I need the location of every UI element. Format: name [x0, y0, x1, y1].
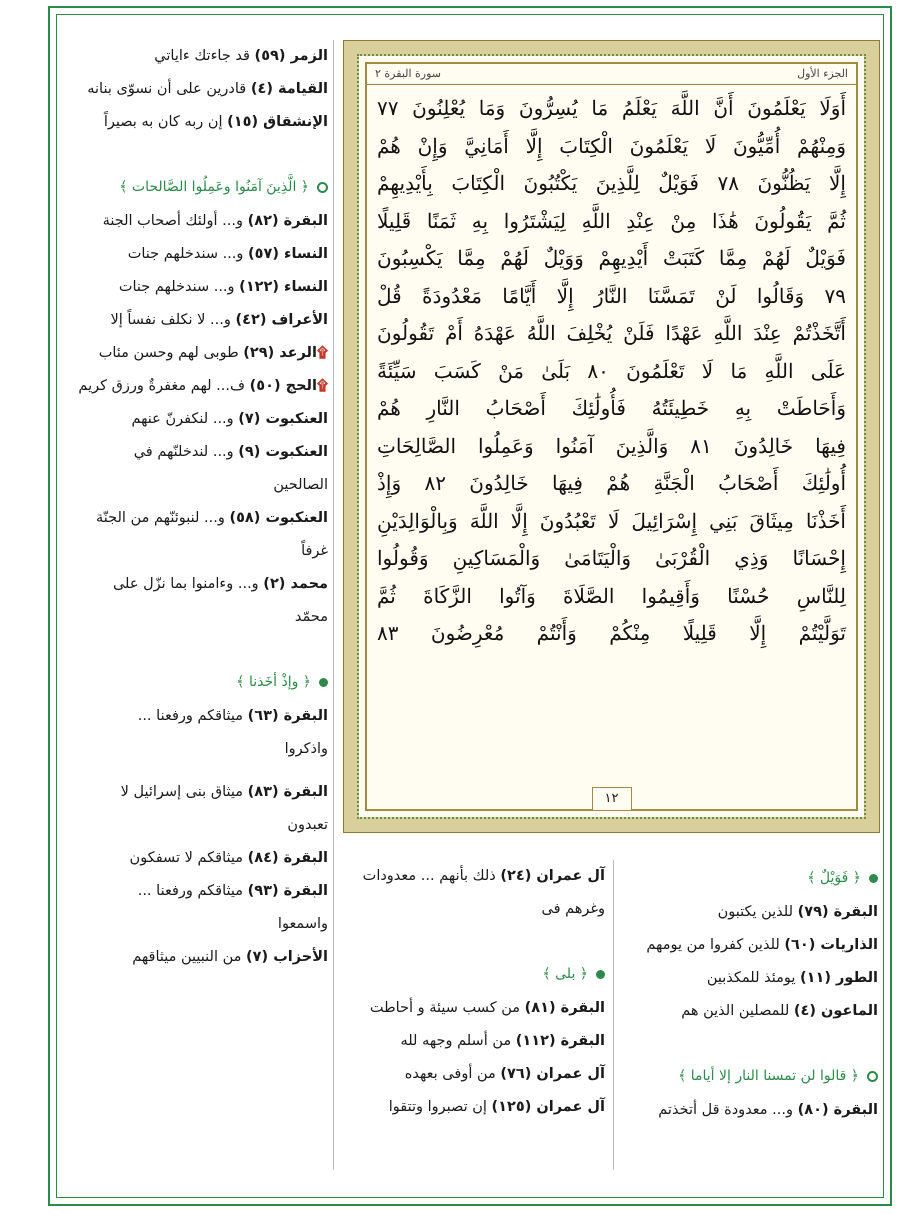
page-number: ١٢: [592, 787, 632, 811]
quran-line: فَوَيْلٌ لَهُمْ مِمَّا كَتَبَتْ أَيْدِيهِمْ وَوَيْلٌ لَهُمْ مِمَّا يَكْسِبُونَ: [377, 246, 846, 270]
ref-line: الماعون (٤) للمصلين الذين هم: [681, 1003, 878, 1019]
ref-line: محمد (٢) و... وءامنوا بما نزّل على: [112, 576, 328, 592]
bullet-icon: [317, 182, 328, 193]
ref-continuation: الصالحين: [273, 477, 328, 493]
bullet-icon: [869, 874, 878, 883]
quran-line: عَلَى اللَّهِ مَا لَا تَعْلَمُونَ ٨٠ بَلَىٰ مَنْ كَسَبَ سَيِّئَةً: [377, 358, 846, 383]
bullet-icon: [867, 1071, 878, 1082]
quran-line: إِلَّا يَظُنُّونَ ٧٨ فَوَيْلٌ لِلَّذِينَ يَكْتُبُونَ الْكِتَابَ بِأَيْدِيهِمْ: [377, 171, 846, 195]
mushaf-text-area: [365, 62, 858, 811]
ref-continuation: وغرهم فى: [541, 901, 605, 917]
ref-line: البقرة (٨٢) و... أولئك أصحاب الجنة: [102, 213, 328, 229]
section-heading: ﴿ فَوَيْلٌ ﴾: [620, 860, 878, 896]
section-heading: ﴿ قالوا لن تمسنا النار إلا أياما ﴾: [620, 1058, 878, 1094]
ref-line: العنكبوت (٧) و... لنكفرنّ عنهم: [131, 411, 328, 427]
ref-line: الذاريات (٦٠) للذين كفروا من يومهم: [646, 937, 878, 953]
ref-continuation: غرفاً: [301, 543, 328, 559]
bottom-right-column: [620, 860, 878, 1127]
ref-line: النساء (١٢٢) و... سندخلهم جنات: [118, 279, 328, 295]
ref-line: البقرة (٦٣) ميثاقكم ورفعنا ...: [137, 708, 328, 724]
ref-line: الأحزاب (٧) من النبيين ميثاقهم: [132, 949, 328, 965]
ref-line: البقرة (٨٤) ميثاقكم لا تسفكون: [129, 850, 328, 866]
ref-line: الأعراف (٤٢) و... لا نكلف نفساً إلا: [110, 312, 328, 328]
quran-line: فِيهَا خَالِدُونَ ٨١ وَالَّذِينَ آمَنُوا وَعَمِلُوا الصَّالِحَاتِ: [377, 433, 846, 458]
side-commentary: [60, 40, 328, 965]
ref-line: البقرة (٨٣) ميثاق بنى إسرائيل لا: [120, 784, 328, 800]
quran-line: أَتَّخَذْتُمْ عِنْدَ اللَّهِ عَهْدًا فَلَنْ يُخْلِفَ اللَّهُ عَهْدَهُ أَمْ تَقُولُونَ: [377, 321, 846, 345]
ref-line: الإنشقاق (١٥) إن ربه كان به بصيراً: [103, 114, 328, 130]
column-divider: [333, 40, 334, 1170]
ref-line: البقرة (٩٣) ميثاقكم ورفعنا ...: [137, 883, 328, 899]
quran-line: تَوَلَّيْتُمْ إِلَّا قَلِيلًا مِنْكُمْ وَأَنْتُمْ مُعْرِضُونَ ٨٣: [377, 621, 846, 645]
bullet-icon: [319, 678, 328, 687]
ref-line: العنكبوت (٥٨) و... لنبوئنّهم من الجنّة: [96, 510, 328, 526]
ref-line: ۩الرعد (٢٩) طوبى لهم وحسن مئاب: [98, 345, 328, 361]
ref-line: البقرة (٧٩) للذين يكتبون: [717, 904, 878, 920]
surah-label: سورة البقرة ٢: [375, 67, 442, 80]
ref-continuation: واسمعوا: [277, 916, 328, 932]
section-heading: ﴿ بلى ﴾: [343, 956, 605, 992]
quran-line: أَوَلَا يَعْلَمُونَ أَنَّ اللَّهَ يَعْلَمُ مَا يُسِرُّونَ وَمَا يُعْلِنُونَ ٧٧: [377, 96, 846, 120]
ref-line: القيامة (٤) قادرين على أن نسوّى بنانه: [87, 81, 328, 97]
quran-line: ثُمَّ يَقُولُونَ هَٰذَا مِنْ عِنْدِ اللَّهِ لِيَشْتَرُوا بِهِ ثَمَنًا قَلِيلًا: [377, 208, 846, 233]
ref-line: البقرة (٨٠) و... معدودة قل أتخذتم: [658, 1102, 878, 1118]
ref-line: العنكبوت (٩) و... لندخلنّهم في: [133, 444, 328, 460]
ref-continuation: محمّد: [294, 609, 328, 625]
ref-line: الطور (١١) يومئذ للمكذبين: [706, 970, 878, 986]
sajda-marker-icon: ۩: [316, 378, 328, 394]
quran-line: وَأَحَاطَتْ بِهِ خَطِيئَتُهُ فَأُولَٰئِكَ أَصْحَابُ النَّارِ هُمْ: [377, 396, 846, 420]
column-divider: [613, 860, 614, 1170]
juz-label: الجزء الأول: [797, 67, 848, 80]
mushaf-page: [343, 40, 880, 833]
ref-line: آل عمران (١٢٥) إن تصبروا وتتقوا: [388, 1099, 605, 1115]
ref-line: الزمر (٥٩) قد جاءتك ءاياتي: [154, 48, 328, 64]
section-heading: ﴿ الَّذِينَ آمَنُوا وعَمِلُوا الصَّالحات ﴾: [60, 169, 328, 205]
quran-line: لِلنَّاسِ حُسْنًا وَأَقِيمُوا الصَّلَاةَ وَآتُوا الزَّكَاةَ ثُمَّ: [377, 583, 846, 608]
ref-continuation: واذكروا: [284, 741, 328, 757]
bullet-icon: [596, 970, 605, 979]
quran-line: إِحْسَانًا وَذِي الْقُرْبَىٰ وَالْيَتَامَىٰ وَالْمَسَاكِينِ وَقُولُوا: [377, 546, 846, 570]
ref-line: آل عمران (٢٤) ذلك بأنهم ... معدودات: [362, 868, 605, 884]
ref-line: البقرة (١١٢) من أسلم وجهه لله: [400, 1033, 605, 1049]
sajda-marker-icon: ۩: [316, 345, 328, 361]
bottom-middle-column: [343, 860, 605, 1124]
quran-line: أُولَٰئِكَ أَصْحَابُ الْجَنَّةِ هُمْ فِيهَا خَالِدُونَ ٨٢ وَإِذْ: [377, 471, 846, 495]
ref-line: النساء (٥٧) و... سندخلهم جنات: [127, 246, 328, 262]
quran-line: وَمِنْهُمْ أُمِّيُّونَ لَا يَعْلَمُونَ الْكِتَابَ إِلَّا أَمَانِيَّ وَإِنْ هُمْ: [377, 133, 846, 158]
section-heading: ﴿ وإذْ أخَذنا ﴾: [60, 664, 328, 700]
ref-continuation: تعبدون: [287, 817, 328, 833]
quran-line: ٧٩ وَقَالُوا لَنْ تَمَسَّنَا النَّارُ إِلَّا أَيَّامًا مَعْدُودَةً قُلْ: [377, 283, 846, 308]
ref-line: آل عمران (٧٦) من أوفى بعهده: [404, 1066, 605, 1082]
mushaf-header: [367, 64, 856, 85]
ref-line: ۩الحج (٥٠) ف... لهم مغفرةٌ ورزق كريم: [78, 378, 328, 394]
ref-line: البقرة (٨١) من كسب سيئة و أحاطت: [369, 1000, 605, 1016]
quran-line: أَخَذْنَا مِيثَاقَ بَنِي إِسْرَائِيلَ لَا تَعْبُدُونَ إِلَّا اللَّهَ وَبِالْوَالِدَيْنِ: [377, 508, 846, 533]
quran-text: [377, 90, 846, 653]
